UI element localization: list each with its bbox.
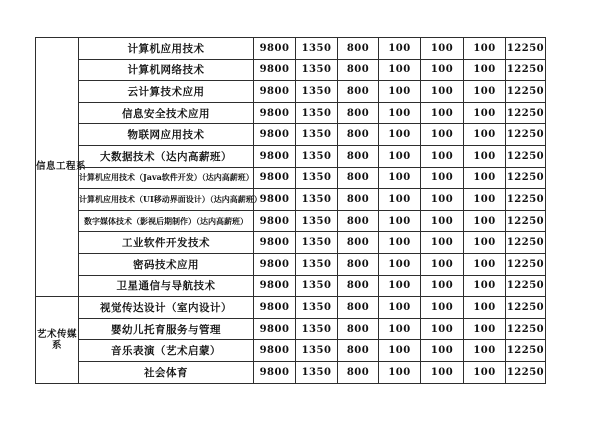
fee-cell: 800: [338, 361, 379, 383]
fee-cell: 800: [338, 253, 379, 275]
fee-cell: 9800: [254, 253, 296, 275]
fee-cell: 100: [464, 275, 506, 297]
fee-cell: 12250: [506, 81, 546, 103]
fee-cell: 100: [421, 253, 464, 275]
fee-cell: 800: [338, 318, 379, 340]
table-row: [36, 189, 546, 211]
fee-cell: 800: [338, 210, 379, 232]
fee-cell: 1350: [296, 189, 338, 211]
fee-cell: 1350: [296, 38, 338, 60]
fee-cell: 1350: [296, 210, 338, 232]
fee-cell: 800: [338, 232, 379, 254]
program-cell: 卫星通信与导航技术: [79, 275, 254, 297]
fee-cell: 1350: [296, 297, 338, 319]
fee-cell: 9800: [254, 81, 296, 103]
fee-cell: 100: [421, 232, 464, 254]
fee-cell: 1350: [296, 59, 338, 81]
fee-cell: 9800: [254, 340, 296, 362]
fee-cell: 1350: [296, 318, 338, 340]
fee-cell: 100: [421, 275, 464, 297]
fee-cell: 12250: [506, 189, 546, 211]
fee-cell: 9800: [254, 38, 296, 60]
department-cell-information-engineering: [36, 38, 87, 297]
fee-cell: 12250: [506, 297, 546, 319]
fee-cell: 1350: [296, 340, 338, 362]
fee-cell: 100: [379, 145, 421, 167]
fee-cell: 12250: [506, 253, 546, 275]
fee-cell: 100: [464, 232, 506, 254]
fee-cell: 100: [421, 38, 464, 60]
fee-cell: 100: [464, 340, 506, 362]
table-row: [36, 318, 546, 340]
fee-cell: 100: [379, 361, 421, 383]
fee-cell: 100: [464, 318, 506, 340]
fee-cell: 100: [421, 124, 464, 146]
fee-cell: 100: [379, 340, 421, 362]
fee-cell: 100: [379, 232, 421, 254]
table-row: [36, 124, 546, 146]
fee-cell: 1350: [296, 232, 338, 254]
department-label: 信息工程系: [36, 161, 87, 173]
tuition-fee-table: [35, 37, 546, 384]
fee-cell: 800: [338, 38, 379, 60]
table-row: [36, 59, 546, 81]
fee-cell: 100: [464, 81, 506, 103]
fee-cell: 800: [338, 124, 379, 146]
fee-cell: 12250: [506, 59, 546, 81]
program-cell: 计算机应用技术（Java软件开发）（达内高薪班）: [79, 167, 254, 189]
fee-cell: 800: [338, 59, 379, 81]
fee-cell: 100: [379, 189, 421, 211]
fee-cell: 100: [379, 124, 421, 146]
fee-cell: 12250: [506, 318, 546, 340]
table-row: [36, 275, 546, 297]
fee-cell: 1350: [296, 102, 338, 124]
fee-cell: 1350: [296, 145, 338, 167]
fee-cell: 9800: [254, 167, 296, 189]
program-cell: 婴幼儿托育服务与管理: [79, 318, 254, 340]
fee-cell: 800: [338, 167, 379, 189]
fee-cell: 800: [338, 102, 379, 124]
fee-cell: 100: [464, 145, 506, 167]
program-cell: 计算机应用技术（UI移动界面设计）（达内高薪班）: [79, 189, 254, 211]
fee-cell: 100: [464, 253, 506, 275]
fee-cell: 100: [464, 124, 506, 146]
fee-cell: 100: [421, 145, 464, 167]
fee-cell: 100: [421, 59, 464, 81]
fee-cell: 800: [338, 81, 379, 103]
fee-cell: 100: [379, 318, 421, 340]
fee-cell: 9800: [254, 297, 296, 319]
fee-cell: 12250: [506, 167, 546, 189]
fee-cell: 12250: [506, 232, 546, 254]
fee-cell: 100: [421, 167, 464, 189]
fee-cell: 100: [379, 275, 421, 297]
table-row: [36, 232, 546, 254]
fee-cell: 100: [421, 210, 464, 232]
program-cell: 密码技术应用: [79, 253, 254, 275]
fee-cell: 9800: [254, 102, 296, 124]
fee-cell: 100: [379, 253, 421, 275]
program-cell: 云计算技术应用: [79, 81, 254, 103]
program-cell: 视觉传达设计（室内设计）: [79, 297, 254, 319]
fee-cell: 12250: [506, 210, 546, 232]
fee-cell: 1350: [296, 124, 338, 146]
fee-cell: 100: [464, 167, 506, 189]
program-cell: 音乐表演（艺术启蒙）: [79, 340, 254, 362]
table-row: [36, 340, 546, 362]
department-label: 艺术传媒系: [36, 328, 77, 351]
fee-cell: 1350: [296, 81, 338, 103]
fee-cell: 100: [421, 102, 464, 124]
program-cell: 大数据技术（达内高薪班）: [79, 145, 254, 167]
fee-cell: 100: [464, 189, 506, 211]
program-cell: 工业软件开发技术: [79, 232, 254, 254]
fee-cell: 12250: [506, 340, 546, 362]
program-cell: 信息安全技术应用: [79, 102, 254, 124]
fee-cell: 800: [338, 275, 379, 297]
fee-cell: 9800: [254, 275, 296, 297]
table-row: [36, 145, 546, 167]
fee-cell: 9800: [254, 59, 296, 81]
fee-cell: 100: [379, 210, 421, 232]
fee-cell: 800: [338, 340, 379, 362]
program-cell: 数字媒体技术（影视后期制作）（达内高薪班）: [79, 210, 254, 232]
fee-cell: 100: [421, 361, 464, 383]
fee-cell: 12250: [506, 145, 546, 167]
fee-cell: 100: [464, 59, 506, 81]
fee-cell: 100: [379, 167, 421, 189]
fee-cell: 100: [421, 189, 464, 211]
table-row: [36, 38, 546, 60]
fee-cell: 100: [421, 81, 464, 103]
fee-cell: 100: [464, 38, 506, 60]
fee-cell: 1350: [296, 275, 338, 297]
fee-cell: 800: [338, 297, 379, 319]
fee-cell: 1350: [296, 361, 338, 383]
fee-cell: 100: [379, 102, 421, 124]
program-cell: 社会体育: [79, 361, 254, 383]
fee-cell: 1350: [296, 253, 338, 275]
fee-cell: 800: [338, 189, 379, 211]
fee-cell: 12250: [506, 361, 546, 383]
fee-cell: 100: [379, 38, 421, 60]
fee-cell: 9800: [254, 124, 296, 146]
fee-cell: 100: [379, 297, 421, 319]
table-row: [36, 167, 546, 189]
table-row: [36, 81, 546, 103]
fee-cell: 9800: [254, 361, 296, 383]
fee-cell: 100: [421, 340, 464, 362]
department-cell-art-media: [36, 297, 79, 383]
fee-cell: 100: [421, 318, 464, 340]
fee-cell: 1350: [296, 167, 338, 189]
table-row: [36, 102, 546, 124]
fee-cell: 9800: [254, 145, 296, 167]
fee-cell: 100: [379, 59, 421, 81]
program-cell: 计算机网络技术: [79, 59, 254, 81]
fee-cell: 100: [379, 81, 421, 103]
table-row: [36, 210, 546, 232]
fee-cell: 12250: [506, 102, 546, 124]
table-row: [36, 253, 546, 275]
fee-cell: 12250: [506, 124, 546, 146]
fee-cell: 12250: [506, 275, 546, 297]
fee-cell: 9800: [254, 189, 296, 211]
table-row: [36, 361, 546, 383]
program-cell: 计算机应用技术: [79, 38, 254, 60]
fee-cell: 100: [421, 297, 464, 319]
program-cell: 物联网应用技术: [79, 124, 254, 146]
fee-cell: 9800: [254, 232, 296, 254]
fee-cell: 100: [464, 297, 506, 319]
fee-cell: 100: [464, 210, 506, 232]
fee-cell: 9800: [254, 318, 296, 340]
fee-cell: 100: [464, 361, 506, 383]
fee-cell: 12250: [506, 38, 546, 60]
fee-cell: 800: [338, 145, 379, 167]
fee-cell: 100: [464, 102, 506, 124]
fee-cell: 9800: [254, 210, 296, 232]
table-row: [36, 297, 546, 319]
